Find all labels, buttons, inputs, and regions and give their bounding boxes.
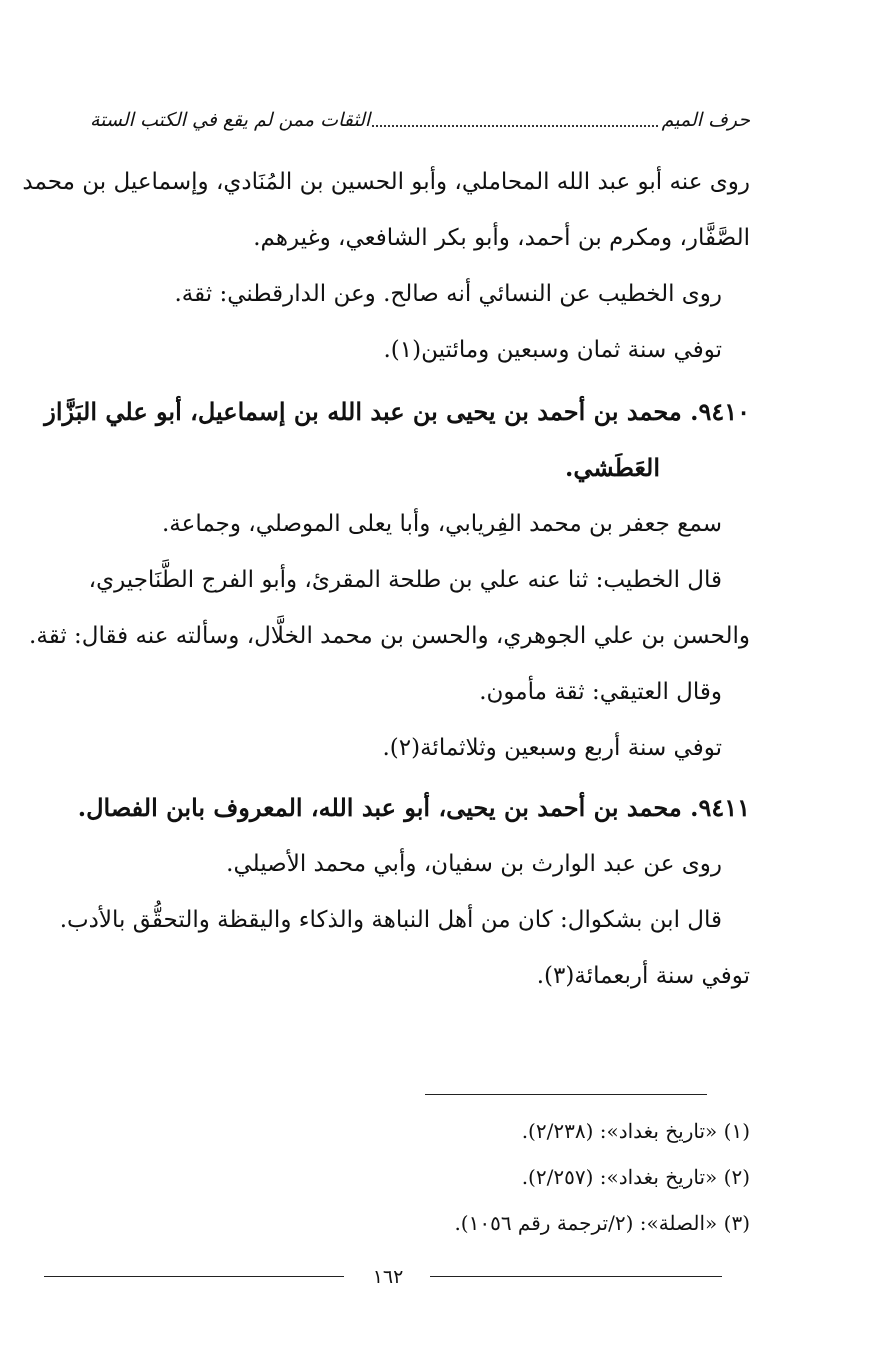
paragraph: توفي سنة أربع وسبعين وثلاثمائة(٢). [382,735,722,761]
paragraph-line: قال الخطيب: ثنا عنه علي بن طلحة المقرئ، وأبو الفرج الطَّنَاجيري، [88,567,722,593]
paragraph: توفي سنة ثمان وسبعين ومائتين(١). [383,337,722,363]
body-text [22,154,750,1004]
paragraph: روى عن عبد الوارث بن سفيان، وأبي محمد الأصيلي. [226,851,722,877]
paragraph: قال ابن بشكوال: كان من أهل النباهة والذكاء واليقظة والتحقُّق بالأدب. [59,907,722,933]
paragraph: روى الخطيب عن النسائي أنه صالح. وعن الدارقطني: ثقة. [174,281,722,307]
footnotes [300,1108,750,1246]
folio-rule-left [44,1276,344,1277]
paragraph: سمع جعفر بن محمد الفِريابي، وأبا يعلى الموصلي، وجماعة. [161,511,722,537]
footnote-separator [425,1094,707,1095]
paragraph-line: والحسن بن علي الجوهري، والحسن بن محمد الخلَّال، وسألته عنه فقال: ثقة. [29,623,750,649]
running-header [90,100,750,140]
paragraph: وقال العتيقي: ثقة مأمون. [479,679,722,705]
entry-heading-9410: ٩٤١٠. محمد بن أحمد بن يحيى بن عبد الله بن إسماعيل، أبو علي البَزَّاز [44,397,750,426]
paragraph-line: روى عنه أبو عبد الله المحاملي، وأبو الحسين بن المُنَادي، وإسماعيل بن محمد [22,169,750,195]
footnote-1: (١) «تاريخ بغداد»: (٢/٢٣٨). [521,1119,750,1143]
header-book-title: الثقات ممن لم يقع في الكتب الستة [90,109,371,131]
folio-rule-right [430,1276,722,1277]
entry-heading-9411: ٩٤١١. محمد بن أحمد بن يحيى، أبو عبد الله، المعروف بابن الفصال. [77,793,750,822]
paragraph: توفي سنة أربعمائة(٣). [536,963,750,989]
header-chapter: حرف الميم [661,109,750,131]
entry-heading-9410-cont: العَطَشي. [564,453,660,482]
header-dotted-leader [372,125,657,127]
paragraph-line: الصَّفَّار، ومكرم بن أحمد، وأبو بكر الشافعي، وغيرهم. [253,225,750,251]
footnote-2: (٢) «تاريخ بغداد»: (٢/٢٥٧). [521,1165,750,1189]
page-number: ١٦٢ [372,1266,404,1288]
footnote-3: (٣) «الصلة»: (٢/ترجمة رقم ١٠٥٦). [454,1211,750,1235]
